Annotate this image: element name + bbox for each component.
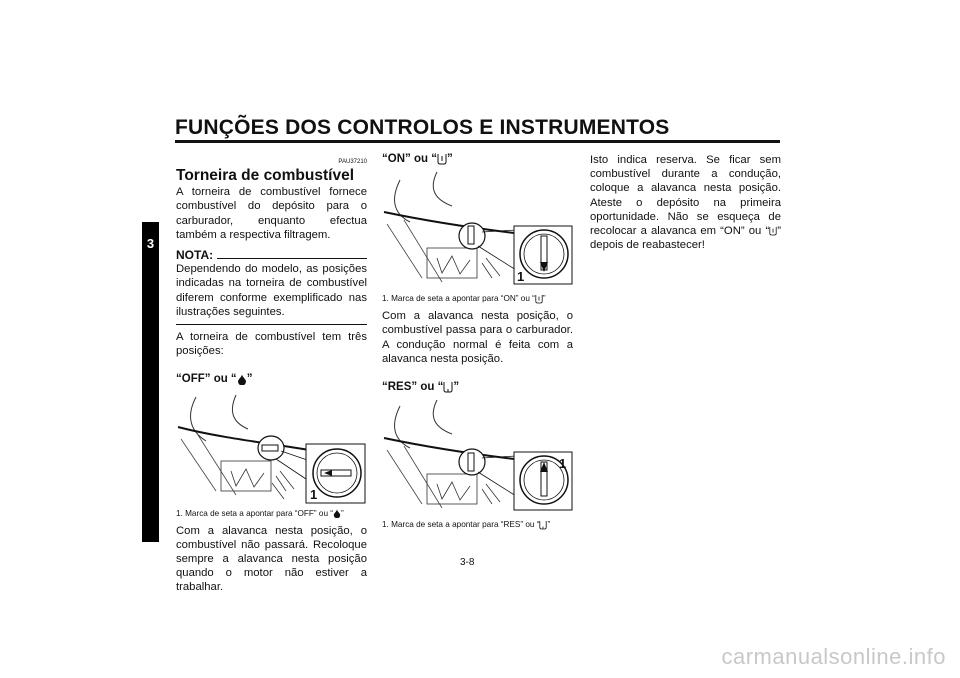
reference-code: PAU37210	[338, 159, 367, 165]
on-caption-suffix: ”	[542, 294, 546, 304]
nota-end-rule	[176, 324, 367, 325]
on-position-illustration	[382, 170, 573, 290]
off-subheading	[176, 372, 367, 386]
on-caption-prefix: 1. Marca de seta a apontar para “ON” ou “	[382, 294, 535, 304]
res-caption-tap-icon	[539, 520, 547, 530]
res-caption	[382, 519, 573, 530]
watermark: carmanualsonline.info	[721, 644, 946, 669]
off-caption-suffix: ”	[341, 508, 344, 518]
off-caption-drop-icon	[333, 509, 341, 518]
off-caption	[176, 508, 367, 519]
on-callout-label: 1	[517, 269, 525, 285]
off-paragraph: Com a alavanca nesta posição, o combustível não passará. Recoloque sempre a alavanca nesta posição quando o motor não estiver a trabalhar.	[176, 524, 367, 594]
reserve-text-before: Isto indica reserva. Se ficar sem combustível durante a condução, coloque a alavanca nesta posição. Ateste o depósito na primeira oportunidade. Não se esqueça de recolocar a alavanca em “ON” ou “	[590, 154, 781, 238]
res-subheading-close: ”	[453, 381, 460, 394]
on-tap-icon	[437, 153, 447, 165]
column-1	[176, 155, 367, 595]
on-caption	[382, 293, 573, 304]
positions-paragraph: A torneira de combustível tem três posições:	[176, 331, 367, 358]
page-number: 3-8	[460, 557, 475, 568]
nota-text: Dependendo do modelo, as posições indicadas na torneira de combustível diferem conforme exemplificado nas ilustrações seguintes.	[176, 263, 367, 318]
on-subheading-close: ”	[446, 153, 453, 165]
on-subheading-open: “ON” ou “	[382, 153, 437, 165]
res-position-illustration	[382, 398, 573, 516]
reserve-text-after: ” depois de reabastecer!	[590, 225, 781, 252]
res-caption-suffix: ”	[547, 520, 551, 530]
on-subheading	[382, 152, 573, 166]
nota-header	[176, 248, 367, 262]
off-subheading-close: ”	[246, 373, 253, 386]
column-2	[382, 152, 573, 535]
off-position-illustration	[176, 391, 367, 505]
column-3	[590, 153, 781, 252]
section-tab	[142, 222, 159, 542]
off-drop-icon	[237, 374, 247, 385]
page-header-title: FUNÇÕES DOS CONTROLOS E INSTRUMENTOS	[175, 116, 670, 139]
res-caption-prefix: 1. Marca de seta a apontar para “RES” ou “	[382, 520, 540, 530]
off-callout-label: 1	[310, 486, 318, 502]
res-callout-label: 1	[559, 456, 567, 472]
res-subheading-open: “RES” ou “	[382, 381, 444, 394]
on-caption-tap-icon	[535, 294, 543, 304]
off-subheading-open: “OFF” ou “	[176, 373, 237, 386]
reserve-paragraph	[590, 153, 781, 252]
nota-label: NOTA:	[176, 248, 214, 263]
section-tab-number: 3	[146, 236, 155, 251]
off-caption-prefix: 1. Marca de seta a apontar para “OFF” ou “	[176, 508, 333, 518]
intro-paragraph: A torneira de combustível fornece combustível do depósito para o carburador, enquanto efectua também a respectiva filtragem.	[176, 186, 367, 241]
res-subheading	[382, 380, 573, 394]
header-rule	[175, 140, 780, 143]
on-paragraph: Com a alavanca nesta posição, o combustível passa para o carburador. A condução normal é feita com a alavanca nesta posição.	[382, 310, 573, 365]
section-heading: Torneira de combustível	[176, 167, 355, 185]
nota-rule	[217, 258, 367, 259]
res-tap-icon	[443, 381, 453, 393]
